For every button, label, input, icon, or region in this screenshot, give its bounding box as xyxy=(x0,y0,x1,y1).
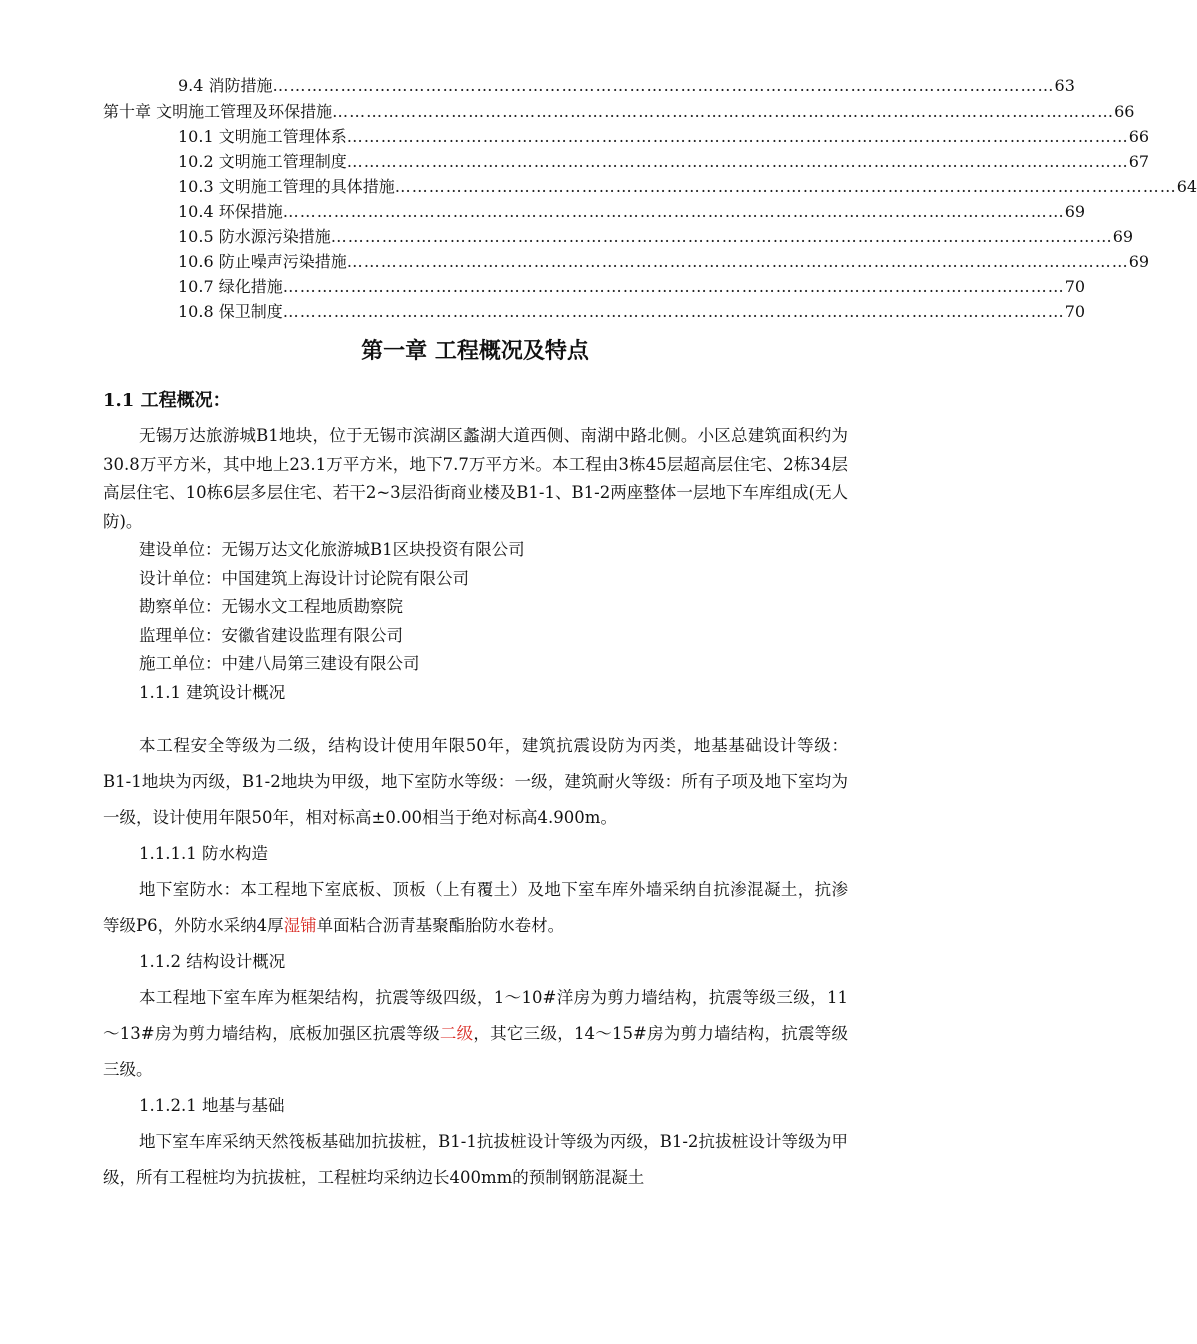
toc-leader-dots: ………………………………………………………………………………………………………………………… xyxy=(282,302,1065,321)
chapter-title: 第一章 工程概况及特点 xyxy=(361,338,589,364)
toc-entry-title: 10.6 防止噪声污染措施 xyxy=(178,252,347,271)
toc-leader-dots: ………………………………………………………………………………………………………………………… xyxy=(282,277,1065,296)
toc-entry-page: 67 xyxy=(1128,152,1150,171)
toc-entry-page: 66 xyxy=(1114,102,1135,121)
toc-entry[interactable] xyxy=(103,100,1135,124)
overview-intro-paragraph: 无锡万达旅游城B1地块，位于无锡市滨湖区蠡湖大道西侧、南湖中路北侧。小区总建筑面积约为30.8万平方米，其中地上23.1万平方米，地下7.7万平方米。本工程由3栋45层超高层住宅、2栋34层高层住宅、10栋6层多层住宅、若干2~3层沿街商业楼及B1-1、B1-2两座整体一层地下车库组成(无人防)。 xyxy=(103,426,848,531)
survey-unit: 勘察单位：无锡水文工程地质勘察院 xyxy=(139,597,403,616)
toc-leader-dots: ………………………………………………………………………………………………………………………… xyxy=(394,177,1177,196)
subsection-title-1-1-1-1: 1.1.1.1 防水构造 xyxy=(139,844,268,863)
design-unit: 设计单位：中国建筑上海设计讨论院有限公司 xyxy=(139,568,469,588)
toc-entry-page: 69 xyxy=(1064,202,1086,221)
toc-leader-dots: ………………………………………………………………………………………………………………………… xyxy=(272,76,1055,95)
toc-leader-dots: ………………………………………………………………………………………………………………………… xyxy=(282,202,1065,221)
highlight-red-text: 二级 xyxy=(439,1024,474,1043)
toc-entry-title: 第十章 文明施工管理及环保措施 xyxy=(103,102,333,121)
toc-entry[interactable] xyxy=(178,150,1150,174)
structure-text-a: 本工程地下室车库为框架结构，抗震等级四级，1～10#洋房为剪力墙结构，抗震等级三级，11～13#房为剪力墙结构，底板加强区抗震等级 xyxy=(103,988,848,1043)
structure-design-paragraph xyxy=(103,980,848,1088)
toc-entry[interactable] xyxy=(178,175,1197,199)
construction-unit: 建设单位：无锡万达文化旅游城B1区块投资有限公司 xyxy=(139,540,525,559)
toc-entry-title: 10.5 防水源污染措施 xyxy=(178,227,331,246)
toc-leader-dots: ………………………………………………………………………………………………………………………… xyxy=(346,127,1129,146)
toc-entry-title: 9.4 消防措施 xyxy=(178,76,273,95)
section-title: 1.1 工程概况： xyxy=(103,390,231,411)
toc-entry-page: 66 xyxy=(1128,127,1150,146)
highlight-red-text: 湿铺 xyxy=(283,916,317,935)
toc-entry[interactable] xyxy=(178,125,1150,149)
toc-entry-title: 10.3 文明施工管理的具体措施 xyxy=(178,177,395,196)
contractor-unit: 施工单位：中建八局第三建设有限公司 xyxy=(139,654,420,673)
toc-leader-dots: ………………………………………………………………………………………………………………………… xyxy=(346,252,1129,271)
waterproofing-text-a: 地下室防水：本工程地下室底板、顶板（上有覆土）及地下室车库外墙采纳自抗渗混凝土，抗渗等级P6，外防水采纳4厚 xyxy=(103,880,848,935)
toc-entry[interactable] xyxy=(178,300,1086,324)
toc-leader-dots: ………………………………………………………………………………………………………………………… xyxy=(332,102,1115,121)
toc-entry[interactable] xyxy=(178,225,1134,249)
toc-entry-title: 10.4 环保措施 xyxy=(178,202,283,221)
details-block xyxy=(103,728,848,1196)
toc-entry-title: 10.7 绿化措施 xyxy=(178,277,283,296)
structure-text-b: ，其它三级，14～15#房为剪力墙结构，抗震等级三级。 xyxy=(103,1024,848,1079)
toc-entry-page: 69 xyxy=(1128,252,1150,271)
waterproofing-paragraph xyxy=(103,872,848,944)
toc-entry-title: 10.8 保卫制度 xyxy=(178,302,283,321)
foundation-paragraph: 地下室车库采纳天然筏板基础加抗拔桩，B1-1抗拔桩设计等级为丙级，B1-2抗拔桩设计等级为甲级，所有工程桩均为抗拔桩，工程桩均采纳边长400mm的预制钢筋混凝土 xyxy=(103,1132,848,1187)
subsection-title-1-1-2-1: 1.1.2.1 地基与基础 xyxy=(139,1096,285,1115)
toc-entry-page: 63 xyxy=(1054,76,1075,95)
toc-entry-page: 70 xyxy=(1064,302,1086,321)
toc-leader-dots: ………………………………………………………………………………………………………………………… xyxy=(330,227,1113,246)
waterproofing-text-b: 单面粘合沥青基聚酯胎防水卷材。 xyxy=(316,916,565,935)
toc-entry-page: 69 xyxy=(1112,227,1134,246)
toc-entry[interactable] xyxy=(178,275,1086,299)
toc-entry-title: 10.1 文明施工管理体系 xyxy=(178,127,347,146)
toc-entry[interactable] xyxy=(178,250,1150,274)
toc-entry-title: 10.2 文明施工管理制度 xyxy=(178,152,347,171)
toc-entry-page: 70 xyxy=(1064,277,1086,296)
subsection-title-1-1-2: 1.1.2 结构设计概况 xyxy=(139,952,286,971)
toc-entry[interactable] xyxy=(178,74,1075,98)
supervision-unit: 监理单位：安徽省建设监理有限公司 xyxy=(139,625,403,645)
architecture-design-paragraph: 本工程安全等级为二级，结构设计使用年限50年，建筑抗震设防为丙类，地基基础设计等级：B1-1地块为丙级，B1-2地块为甲级，地下室防水等级：一级，建筑耐火等级：所有子项及地下室均为一级，设计使用年限50年，相对标高±0.00相当于绝对标高4.900m。 xyxy=(103,736,848,827)
toc-entry[interactable] xyxy=(178,200,1086,224)
overview-block xyxy=(103,422,848,707)
toc-entry-page: 64 xyxy=(1176,177,1197,196)
subsection-title-1-1-1: 1.1.1 建筑设计概况 xyxy=(139,682,286,702)
toc-leader-dots: ………………………………………………………………………………………………………………………… xyxy=(346,152,1129,171)
